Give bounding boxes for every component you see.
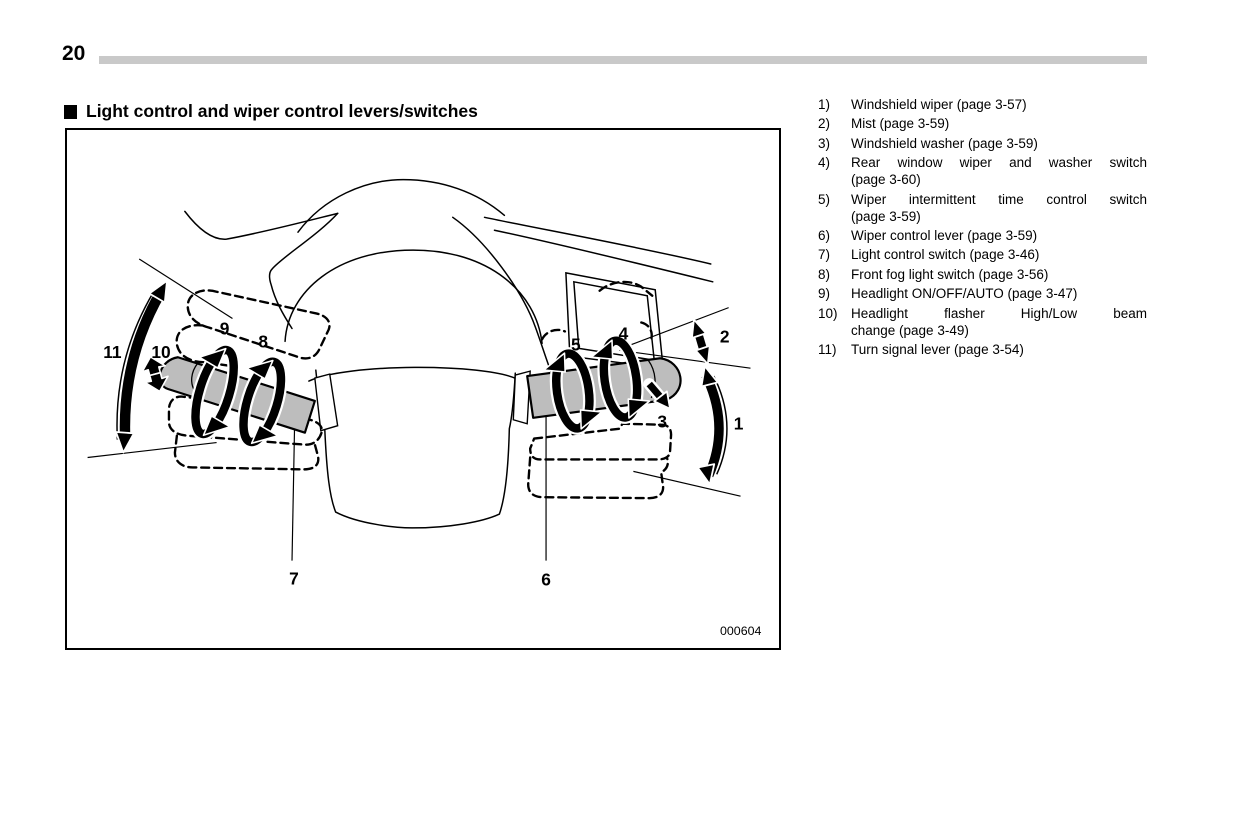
legend-item-number: 5) [818,191,831,207]
legend-item-number: 10) [818,305,838,321]
callout-7: 7 [289,568,299,589]
legend-item [818,266,1152,283]
legend-item [818,96,1152,113]
legend-item-text: Rear window wiper and washer switch (page 3-60) [851,155,1147,188]
legend-item-text: Mist (page 3-59) [851,116,950,132]
legend-item-number: 8) [818,266,831,282]
steering-controls-diagram [67,130,779,648]
legend-item-text: Front fog light switch (page 3-56) [851,266,1049,282]
header-rule [99,56,1147,64]
legend-item-text: Wiper intermittent time control switch (page 3-59) [851,191,1147,224]
legend-item-text: Headlight ON/OFF/AUTO (page 3-47) [851,286,1078,302]
legend-item [818,191,1152,225]
legend-list [818,96,1152,360]
legend-item-number: 6) [818,227,831,243]
callout-10: 10 [151,342,171,363]
legend-item-text: Turn signal lever (page 3-54) [851,341,1024,357]
steering-column [316,370,515,528]
legend-item [818,115,1152,132]
legend-item-number: 7) [818,247,831,263]
legend-item [818,305,1152,339]
callout-6: 6 [541,569,551,590]
legend-item [818,154,1152,188]
square-bullet-icon [64,105,77,119]
callout-5: 5 [570,334,581,355]
legend-item-number: 2) [818,116,831,132]
figure-box [65,128,781,650]
legend-item-text: Headlight flasher High/Low beam change (page 3-49) [851,305,1147,338]
legend-item-number: 11) [818,341,837,357]
legend-item [818,246,1152,263]
page-number: 20 [62,42,86,65]
wiper-range-arrow-1 [698,366,727,484]
mist-arrow-2 [692,320,710,365]
legend-item-number: 1) [818,97,831,112]
legend-item-text: Windshield wiper (page 3-57) [851,97,1027,112]
callout-4: 4 [618,323,629,344]
legend-item-number: 9) [818,286,831,302]
callout-3: 3 [657,411,667,432]
figure-code: 000604 [720,624,762,639]
section-title: Light control and wiper control levers/switches [86,101,478,121]
legend-item-number: 3) [818,135,831,151]
callout-11: 11 [103,342,122,363]
column-shroud-dome [285,250,542,343]
callout-9: 9 [219,318,230,339]
section-heading [64,101,478,122]
legend-item [818,135,1152,152]
legend-item [818,341,1152,358]
legend-item [818,285,1152,302]
legend-item-text: Wiper control lever (page 3-59) [851,227,1038,243]
legend-item-number: 4) [818,155,831,171]
legend-item-text: Windshield washer (page 3-59) [851,135,1038,151]
callout-1: 1 [733,413,744,434]
legend-item [818,227,1152,244]
legend-item-text: Light control switch (page 3-46) [851,247,1040,263]
callout-8: 8 [258,331,269,352]
callout-2: 2 [719,326,730,347]
